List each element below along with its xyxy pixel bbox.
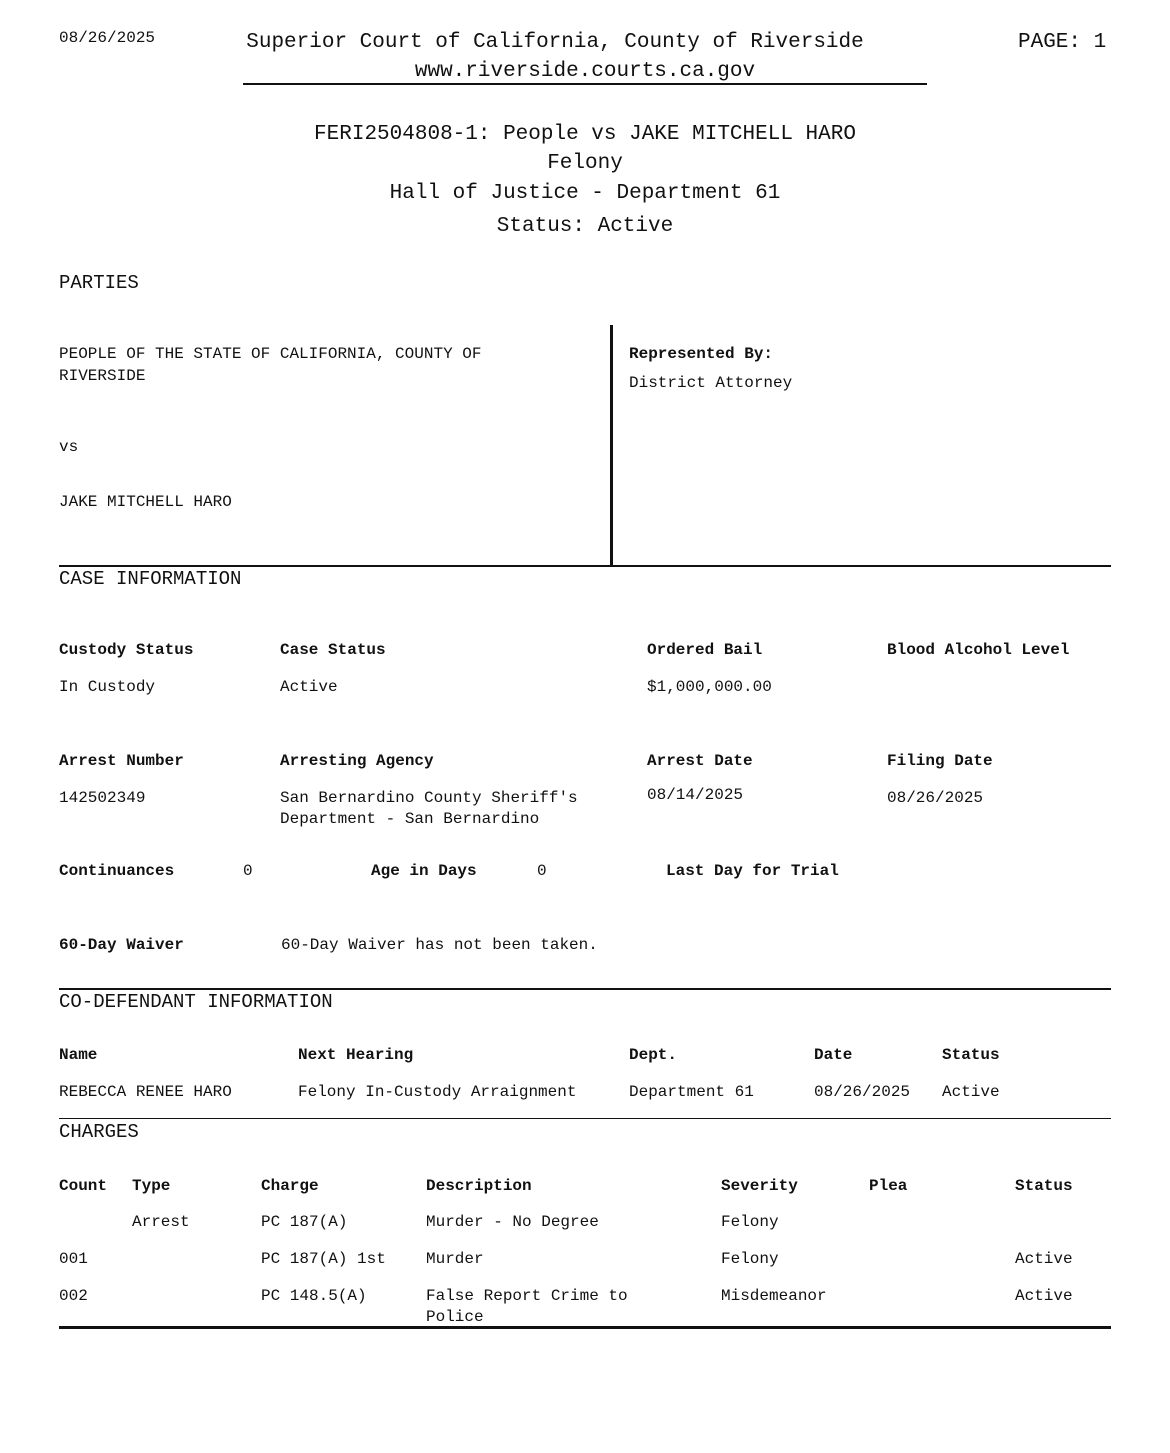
charge-count: 001 [59, 1250, 88, 1268]
plaintiff-line2: RIVERSIDE [59, 367, 146, 385]
charge-type: Arrest [132, 1213, 190, 1231]
case-info-bottom-rule [59, 988, 1111, 990]
charge-description-line2: Police [426, 1308, 484, 1326]
waiver-label: 60-Day Waiver [59, 936, 184, 954]
codefendant-col-name: Name [59, 1046, 98, 1064]
ordered-bail-label: Ordered Bail [647, 641, 763, 659]
charge-code: PC 187(A) 1st [261, 1250, 386, 1268]
charge-severity: Felony [721, 1250, 779, 1268]
case-status-value: Active [280, 678, 338, 696]
parties-divider [610, 325, 613, 566]
charges-col-count: Count [59, 1177, 108, 1195]
charge-description: Murder [426, 1250, 484, 1268]
arrest-number-value: 142502349 [59, 789, 146, 807]
arresting-agency-line1: San Bernardino County Sheriff's [280, 789, 578, 807]
plaintiff-line1: PEOPLE OF THE STATE OF CALIFORNIA, COUNTY OF [59, 345, 482, 363]
defendant-name: JAKE MITCHELL HARO [59, 493, 232, 511]
charges-col-description: Description [426, 1177, 532, 1195]
charge-severity: Misdemeanor [721, 1287, 827, 1305]
filing-date-value: 08/26/2025 [887, 789, 984, 807]
charges-col-status: Status [1015, 1177, 1073, 1195]
arresting-agency-label: Arresting Agency [280, 752, 434, 770]
codefendant-col-date: Date [814, 1046, 853, 1064]
charges-col-severity: Severity [721, 1177, 798, 1195]
codefendant-col-status: Status [942, 1046, 1000, 1064]
custody-status-label: Custody Status [59, 641, 194, 659]
charges-col-plea: Plea [869, 1177, 908, 1195]
page-number: PAGE: 1 [1018, 31, 1107, 54]
charge-code: PC 187(A) [261, 1213, 348, 1231]
represented-by-value: District Attorney [629, 374, 793, 392]
last-day-trial-label: Last Day for Trial [666, 862, 839, 880]
case-type: Felony [547, 152, 623, 175]
parties-bottom-rule [59, 565, 1111, 567]
age-in-days-label: Age in Days [371, 862, 477, 880]
print-date: 08/26/2025 [59, 29, 156, 47]
represented-by-label: Represented By: [629, 345, 774, 363]
codefendant-bottom-rule [59, 1118, 1111, 1119]
codefendant-status: Active [942, 1083, 1000, 1101]
codefendant-dept: Department 61 [629, 1083, 754, 1101]
waiver-text: 60-Day Waiver has not been taken. [281, 936, 598, 954]
charge-status: Active [1015, 1250, 1073, 1268]
charges-col-type: Type [132, 1177, 171, 1195]
custody-status-value: In Custody [59, 678, 156, 696]
charge-code: PC 148.5(A) [261, 1287, 367, 1305]
charge-count: 002 [59, 1287, 88, 1305]
continuances-value: 0 [243, 862, 253, 880]
parties-heading: PARTIES [59, 272, 139, 294]
charge-severity: Felony [721, 1213, 779, 1231]
court-website: www.riverside.courts.ca.gov [414, 60, 756, 83]
age-in-days-value: 0 [537, 862, 547, 880]
codefendant-heading: CO-DEFENDANT INFORMATION [59, 991, 333, 1013]
case-location: Hall of Justice - Department 61 [389, 182, 781, 205]
charges-bottom-rule [59, 1326, 1111, 1329]
charge-description: Murder - No Degree [426, 1213, 599, 1231]
case-status-label: Case Status [280, 641, 386, 659]
filing-date-label: Filing Date [887, 752, 993, 770]
arresting-agency-line2: Department - San Bernardino [280, 810, 540, 828]
case-status: Status: Active [496, 215, 674, 238]
charges-heading: CHARGES [59, 1121, 139, 1143]
codefendant-date: 08/26/2025 [814, 1083, 911, 1101]
court-name: Superior Court of California, County of Riverside [246, 31, 864, 54]
arrest-date-value: 08/14/2025 [647, 786, 744, 804]
continuances-label: Continuances [59, 862, 175, 880]
case-information-heading: CASE INFORMATION [59, 568, 242, 590]
header-underline [243, 83, 927, 85]
blood-alcohol-label: Blood Alcohol Level [887, 641, 1070, 659]
arrest-date-label: Arrest Date [647, 752, 753, 770]
charge-status: Active [1015, 1287, 1073, 1305]
charges-col-charge: Charge [261, 1177, 319, 1195]
versus-label: vs [59, 438, 79, 456]
codefendant-name: REBECCA RENEE HARO [59, 1083, 232, 1101]
codefendant-next-hearing: Felony In-Custody Arraignment [298, 1083, 577, 1101]
case-title: FERI2504808-1: People vs JAKE MITCHELL HARO [314, 123, 856, 146]
codefendant-col-dept: Dept. [629, 1046, 678, 1064]
charge-description: False Report Crime to [426, 1287, 628, 1305]
arrest-number-label: Arrest Number [59, 752, 184, 770]
codefendant-col-next-hearing: Next Hearing [298, 1046, 414, 1064]
ordered-bail-value: $1,000,000.00 [647, 678, 772, 696]
